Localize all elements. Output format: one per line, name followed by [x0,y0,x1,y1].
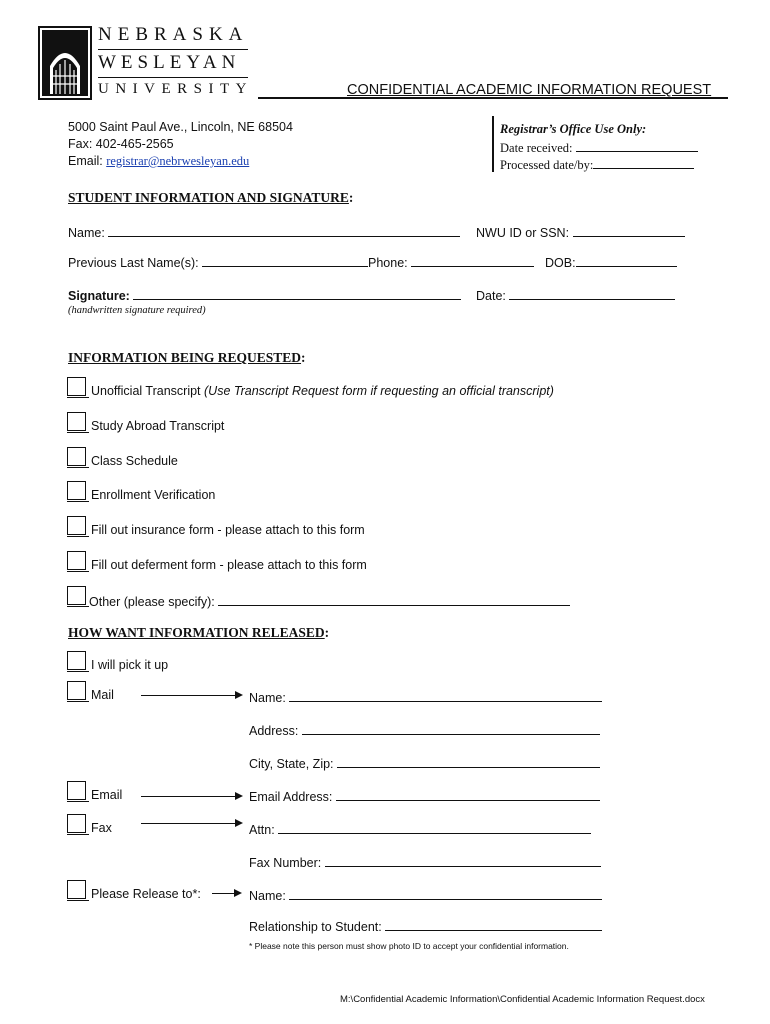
logo-divider [98,77,248,78]
university-logo [38,24,253,100]
fax-option-label: Fax [91,821,112,835]
release-name-field[interactable]: Name: [249,887,602,903]
insurance-form-checkbox[interactable] [67,516,86,535]
mail-name-field[interactable]: Name: [249,689,602,705]
class-schedule-checkbox[interactable] [67,447,86,466]
dob-field[interactable]: DOB: [545,254,677,270]
fax-arrow-icon [141,823,241,824]
other-field[interactable]: Other (please specify): [89,593,570,609]
student-section-heading: STUDENT INFORMATION AND SIGNATURE: [68,190,354,205]
relationship-field[interactable]: Relationship to Student: [249,918,602,934]
release-to-label: Please Release to*: [91,887,201,901]
name-field[interactable]: Name: [68,224,460,240]
pickup-checkbox[interactable] [67,651,86,670]
release-arrow-icon [212,893,240,894]
logo-line-university: UNIVERSITY [98,81,253,97]
release-to-checkbox[interactable] [67,880,86,899]
email-address-field[interactable]: Email Address: [249,788,600,804]
class-schedule-label: Class Schedule [91,454,178,468]
office-use-title: Registrar’s Office Use Only: [500,122,647,136]
logo-line-nebraska: NEBRASKA [98,24,249,45]
unofficial-transcript-checkbox[interactable] [67,377,86,396]
fax-attn-field[interactable]: Attn: [249,821,591,837]
mail-checkbox[interactable] [67,681,86,700]
form-title: CONFIDENTIAL ACADEMIC INFORMATION REQUEST [347,82,712,98]
study-abroad-label: Study Abroad Transcript [91,419,225,433]
mail-city-field[interactable]: City, State, Zip: [249,755,600,771]
insurance-form-label: Fill out insurance form - please attach to this form [91,523,365,537]
release-section-heading: HOW WANT INFORMATION RELEASED: [68,625,330,640]
phone-field[interactable]: Phone: [368,254,534,270]
enrollment-verification-checkbox[interactable] [67,481,86,500]
signature-field[interactable]: Signature: [68,287,461,303]
office-date-received: Date received: [500,139,698,156]
release-note: * Please note this person must show photo ID to accept your confidential information. [249,941,569,951]
fax-checkbox[interactable] [67,814,86,833]
deferment-form-checkbox[interactable] [67,551,86,570]
mail-arrow-icon [141,695,241,696]
email-label: Email: [68,154,107,168]
deferment-form-label: Fill out deferment form - please attach to this form [91,558,367,572]
fax-number-field[interactable]: Fax Number: [249,854,601,870]
info-section-heading: INFORMATION BEING REQUESTED: [68,350,306,365]
nwu-id-field[interactable]: NWU ID or SSN: [476,224,685,240]
contact-address: 5000 Saint Paul Ave., Lincoln, NE 68504 [68,120,293,134]
logo-divider [98,49,248,50]
email-arrow-icon [141,796,241,797]
signature-date-field[interactable]: Date: [476,287,675,303]
signature-note: (handwritten signature required) [68,305,206,316]
contact-email-row [68,154,249,169]
pickup-label: I will pick it up [91,658,169,672]
contact-fax: Fax: 402-465-2565 [68,137,174,151]
logo-line-wesleyan: WESLEYAN [98,52,241,73]
study-abroad-checkbox[interactable] [67,412,86,431]
office-use-divider [492,116,494,172]
email-option-label: Email [91,788,123,802]
email-link[interactable]: registrar@nebrwesleyan.edu [106,154,250,168]
mail-label: Mail [91,688,114,702]
office-processed: Processed date/by: [500,156,694,173]
email-checkbox[interactable] [67,781,86,800]
enrollment-verification-label: Enrollment Verification [91,488,216,502]
mail-address-field[interactable]: Address: [249,722,600,738]
logo-emblem [38,26,92,100]
other-checkbox[interactable] [67,586,86,605]
footer-file-path: M:\Confidential Academic Information\Confidential Academic Information Request.docx [340,994,705,1005]
previous-name-field[interactable]: Previous Last Name(s): [68,254,368,270]
unofficial-transcript-label: Unofficial Transcript (Use Transcript Request form if requesting an official transcript) [91,384,554,398]
